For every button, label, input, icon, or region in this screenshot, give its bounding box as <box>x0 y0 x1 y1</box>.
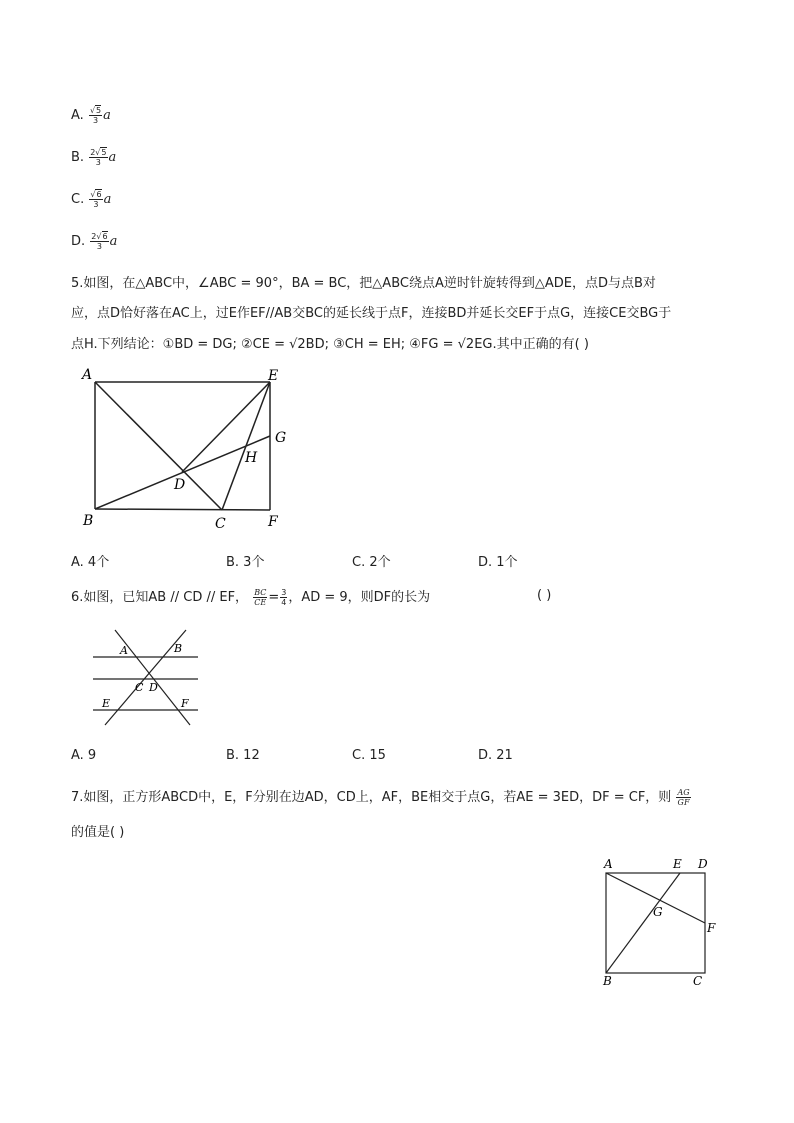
q5-option-d[interactable]: D. 1个 <box>478 555 518 570</box>
radicand: 5 <box>101 148 107 157</box>
q7-ratio-fraction <box>676 788 690 807</box>
option-fraction: $\frac{√6}{3}$ <box>90 190 102 209</box>
value-denominator: 4 <box>281 598 287 607</box>
label-A: A <box>604 857 613 871</box>
label-G: G <box>275 430 287 446</box>
coef: 2 <box>91 232 97 241</box>
q4-option-c[interactable] <box>71 190 111 209</box>
option-label: A. <box>71 108 84 123</box>
label-G: G <box>653 905 663 919</box>
q5-option-c[interactable]: C. 2个 <box>352 555 391 570</box>
q6-option-c[interactable]: C. 15 <box>352 748 386 763</box>
label-H: H <box>245 450 258 466</box>
coef: 2 <box>90 148 96 157</box>
option-label: B. <box>71 150 85 165</box>
q6-option-a[interactable]: A. 9 <box>71 748 97 763</box>
q6-answer-paren: ( ) <box>537 588 552 603</box>
q5-stem-line1: 5.如图，在△ABC中，∠ABC = 90°，BA = BC，把△ABC绕点A逆时针旋转得到△ADE，点D与点B对 <box>71 276 656 291</box>
q6-stem <box>71 586 430 607</box>
q6-option-b[interactable]: B. 12 <box>226 748 260 763</box>
denominator: 3 <box>95 158 101 167</box>
label-B: B <box>603 974 612 988</box>
q4-option-b[interactable] <box>71 148 116 167</box>
q7-figure <box>598 852 723 992</box>
denominator: 3 <box>92 116 99 125</box>
q5-stem-line3: 点H.下列结论：①BD = DG; ②CE = √2BD; ③CH = EH; ④FG = √2EG.其中正确的有( ) <box>71 337 589 352</box>
label-A: A <box>120 644 128 657</box>
label-B: B <box>174 642 183 655</box>
q6-option-d[interactable]: D. 21 <box>478 748 513 763</box>
ratio-numerator: BC <box>254 588 267 597</box>
q6-prefix: 6.如图，已知AB // CD // EF， <box>71 590 249 605</box>
option-fraction: $\frac{√5}{3}$ <box>89 106 102 125</box>
label-D: D <box>174 477 186 493</box>
label-F: F <box>268 514 278 530</box>
radicand: 6 <box>102 232 108 241</box>
option-label: D. <box>71 234 86 249</box>
ratio-denominator: CE <box>254 598 267 607</box>
denominator: 3 <box>96 242 102 251</box>
option-fraction: $\frac{2√6}{3}$ <box>91 232 108 251</box>
q7-stem-line1 <box>71 786 692 807</box>
label-A: A <box>82 367 93 383</box>
q6-value-fraction <box>280 588 287 607</box>
label-B: B <box>83 513 94 529</box>
q5-option-b[interactable]: B. 3个 <box>226 555 265 570</box>
value-numerator: 3 <box>281 588 287 597</box>
label-E: E <box>268 368 279 384</box>
variable: a <box>103 192 112 207</box>
q6-ratio-fraction <box>253 588 267 607</box>
q7-stem-line2: 的值是( ) <box>71 825 125 840</box>
q4-option-a[interactable] <box>71 106 111 125</box>
radicand: 5 <box>96 106 102 115</box>
label-C: C <box>693 974 703 988</box>
label-D: D <box>698 857 708 871</box>
equals-sign: = <box>268 590 280 605</box>
ratio-numerator: AG <box>677 788 690 797</box>
option-fraction: $\frac{2√5}{3}$ <box>90 148 107 167</box>
label-C: C <box>215 516 226 532</box>
variable: a <box>108 150 117 165</box>
denominator: 3 <box>93 200 99 209</box>
q5-stem-line2: 应，点D恰好落在AC上，过E作EF//AB交BC的延长线于点F，连接BD并延长交EF于点G，连接CE交BG于 <box>71 306 672 321</box>
label-C: C <box>135 681 144 694</box>
label-F: F <box>707 921 716 935</box>
option-label: C. <box>71 192 85 207</box>
ratio-denominator: GF <box>677 798 690 807</box>
q5-figure <box>80 362 300 537</box>
label-F: F <box>181 697 189 710</box>
radicand: 6 <box>96 190 102 199</box>
q6-suffix: ，AD = 9，则DF的长为 <box>288 590 431 605</box>
q7-text: 7.如图，正方形ABCD中，E，F分别在边AD，CD上，AF，BE相交于点G，若AE = 3ED，DF = CF，则 <box>71 790 672 805</box>
variable: a <box>109 234 118 249</box>
q5-option-a[interactable]: A. 4个 <box>71 555 110 570</box>
label-E: E <box>673 857 682 871</box>
label-D: D <box>149 681 158 694</box>
q6-figure <box>85 625 210 730</box>
label-E: E <box>102 697 111 710</box>
variable: a <box>103 108 111 123</box>
q4-option-d[interactable] <box>71 232 117 251</box>
